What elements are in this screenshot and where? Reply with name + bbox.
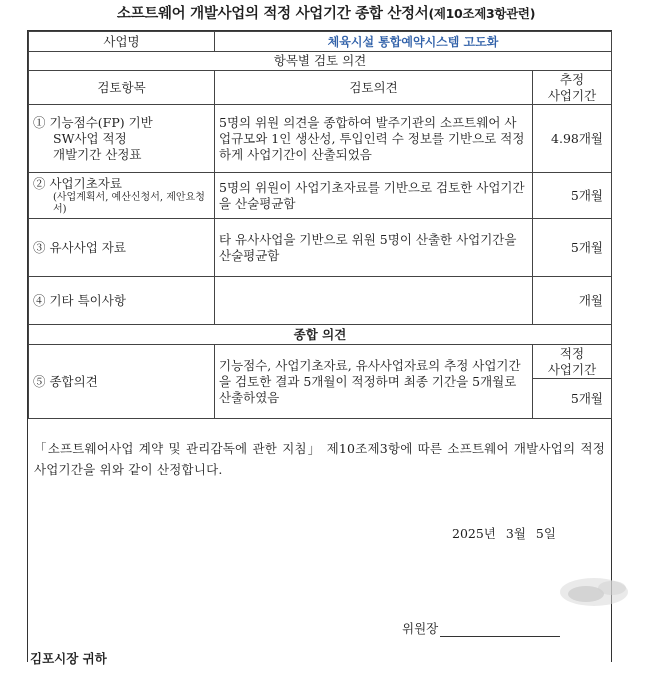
section1-row xyxy=(29,52,612,71)
document-title xyxy=(0,2,652,23)
title-sub: (제10조제3항관련) xyxy=(428,6,536,21)
date-month: 3월 xyxy=(505,526,526,541)
row-fp-label2: SW사업 적정 xyxy=(53,130,127,146)
row-basic xyxy=(29,173,612,219)
signature-underline xyxy=(440,624,560,637)
row-basic-opinion: 5명의 위원이 사업기초자료를 기반으로 검토한 사업기간을 산술평균함 xyxy=(215,173,533,219)
row-similar xyxy=(29,219,612,277)
summary-period-header-line1: 적정 xyxy=(559,345,585,361)
row-similar-opinion: 타 유사사업을 기반으로 위원 5명이 산출한 사업기간을 산술평균함 xyxy=(215,219,533,277)
row-other xyxy=(29,277,612,325)
row-basic-period: 5개월 xyxy=(533,173,612,219)
project-row xyxy=(29,32,612,52)
row-basic-item xyxy=(29,173,215,219)
col-period-line2: 사업기간 xyxy=(547,87,597,103)
row-fp-item xyxy=(29,105,215,173)
summary-period: 5개월 xyxy=(533,379,612,419)
row-other-label: ④ 기타 특이사항 xyxy=(29,277,215,325)
section1-heading: 항목별 검토 의견 xyxy=(29,52,612,71)
blurred-signature-image xyxy=(556,570,636,610)
column-header-row xyxy=(29,71,612,105)
section2-row xyxy=(29,325,612,345)
row-basic-label: ② 사업기초자료 xyxy=(33,175,122,191)
row-basic-note: (사업계획서, 예산신청서, 제안요청서) xyxy=(53,191,205,215)
col-opinion-header: 검토의견 xyxy=(215,71,533,105)
date-year: 2025년 xyxy=(452,526,496,541)
col-period-header xyxy=(533,71,612,105)
summary-period-header xyxy=(533,345,612,379)
summary-opinion: 기능점수, 사업기초자료, 유사사업자료의 추정 사업기간을 검토한 결과 5개월이 적정하며 최종 기간을 5개월로 산출하였음 xyxy=(215,345,533,419)
signature-line xyxy=(402,619,560,637)
issue-date xyxy=(452,524,556,542)
row-similar-period: 5개월 xyxy=(533,219,612,277)
row-other-period: 개월 xyxy=(533,277,612,325)
summary-label: ⑤ 종합의견 xyxy=(29,345,215,419)
title-main: 소프트웨어 개발사업의 적정 사업기간 종합 산정서 xyxy=(116,6,429,22)
addressee: 김포시장 귀하 xyxy=(30,651,107,666)
date-day: 5일 xyxy=(535,526,556,541)
row-fp xyxy=(29,105,612,173)
project-name: 체육시설 통합예약시스템 고도화 xyxy=(215,32,612,52)
project-label: 사업명 xyxy=(29,32,215,52)
row-similar-label: ③ 유사사업 자료 xyxy=(29,219,215,277)
summary-row-top xyxy=(29,345,612,379)
form-frame xyxy=(27,30,612,666)
col-item-header: 검토항목 xyxy=(29,71,215,105)
col-period-line1: 추정 xyxy=(559,71,585,87)
row-fp-period: 4.98개월 xyxy=(533,105,612,173)
row-fp-label3: 개발기간 산정표 xyxy=(53,146,142,162)
row-other-opinion xyxy=(215,277,533,325)
summary-period-header-line2: 사업기간 xyxy=(547,361,597,377)
signature-label: 위원장 xyxy=(402,621,439,636)
section2-heading: 종합 의견 xyxy=(29,325,612,345)
statement-paragraph: 「소프트웨어사업 계약 및 관리감독에 관한 지침」 제10조제3항에 따른 소프트웨어 개발사업의 적정 사업기간을 위와 같이 산정합니다. xyxy=(34,441,605,477)
row-fp-opinion: 5명의 위원 의견을 종합하여 발주기관의 소프트웨어 사업규모와 1인 생산성, 투입인력 수 정보를 기반으로 적정하게 사업기간이 산출되었음 xyxy=(215,105,533,173)
review-table xyxy=(28,31,612,419)
row-fp-label1: ① 기능점수(FP) 기반 xyxy=(33,114,153,130)
